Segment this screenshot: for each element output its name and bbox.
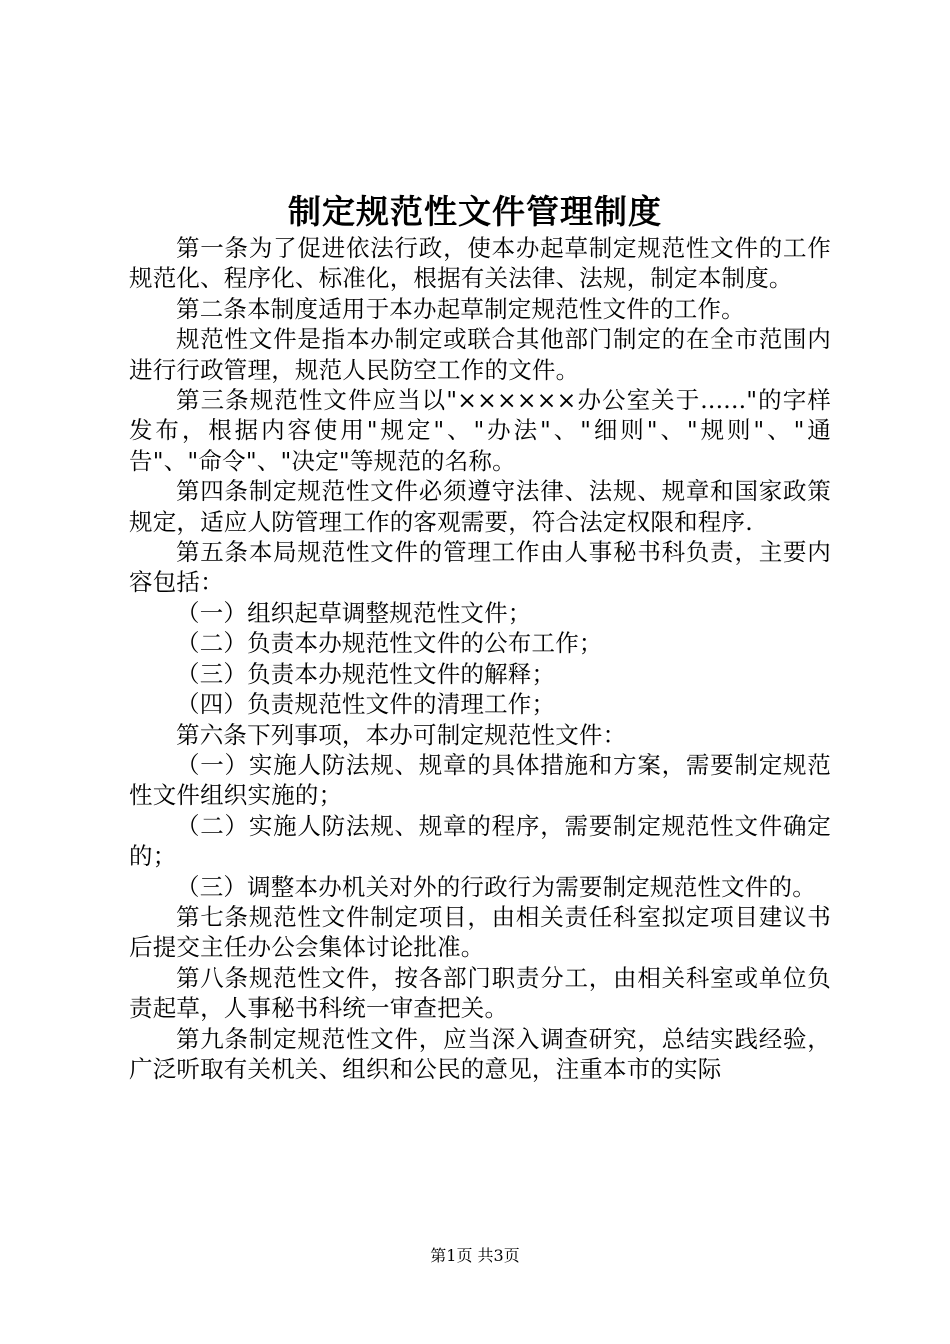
list-item: （二）负责本办规范性文件的公布工作； <box>176 629 603 658</box>
document-title: 制定规范性文件管理制度 <box>288 192 662 231</box>
document-body <box>129 233 831 1084</box>
paragraph-article-8: 第八条规范性文件，按各部门职责分工，由相关科室或单位负责起草，人事秘书科统一审查把关。 <box>129 963 831 1023</box>
paragraph-article-2: 第二条本制度适用于本办起草制定规范性文件的工作。 <box>176 294 745 323</box>
page-number-footer: 第1页 共3页 <box>430 1246 520 1265</box>
paragraph-article-1: 第一条为了促进依法行政，使本办起草制定规范性文件的工作规范化、程序化、标准化，根据有关法律、法规，制定本制度。 <box>129 234 831 293</box>
list-item: （一）组织起草调整规范性文件； <box>176 598 532 627</box>
paragraph-article-3: 第三条规范性文件应当以"××××××办公室关于......"的字样发布，根据内容使用"规定"、"办法"、"细则"、"规则"、"通告"、"命令"、"决定"等规范的名称。 <box>129 386 831 475</box>
list-item: （一）实施人防法规、规章的具体措施和方案，需要制定规范性文件组织实施的； <box>129 750 831 810</box>
paragraph-article-7: 第七条规范性文件制定项目，由相关责任科室拟定项目建议书后提交主任办公会集体讨论批准。 <box>129 902 831 962</box>
list-item: （二）实施人防法规、规章的程序，需要制定规范性文件确定的； <box>129 811 831 871</box>
paragraph-article-4: 第四条制定规范性文件必须遵守法律、法规、规章和国家政策规定，适应人防管理工作的客观需要，符合法定权限和程序. <box>129 477 831 536</box>
paragraph-definition: 规范性文件是指本办制定或联合其他部门制定的在全市范围内进行行政管理，规范人民防空工作的文件。 <box>129 325 831 384</box>
paragraph-article-9: 第九条制定规范性文件，应当深入调查研究，总结实践经验，广泛听取有关机关、组织和公民的意见，注重本市的实际 <box>129 1024 831 1083</box>
paragraph-article-5: 第五条本局规范性文件的管理工作由人事秘书科负责，主要内容包括： <box>129 538 831 597</box>
list-item: （四）负责规范性文件的清理工作； <box>176 690 556 719</box>
list-item: （三）调整本办机关对外的行政行为需要制定规范性文件的。 <box>176 872 816 901</box>
paragraph-article-6: 第六条下列事项，本办可制定规范性文件： <box>176 720 627 749</box>
list-item: （三）负责本办规范性文件的解释； <box>176 659 556 688</box>
